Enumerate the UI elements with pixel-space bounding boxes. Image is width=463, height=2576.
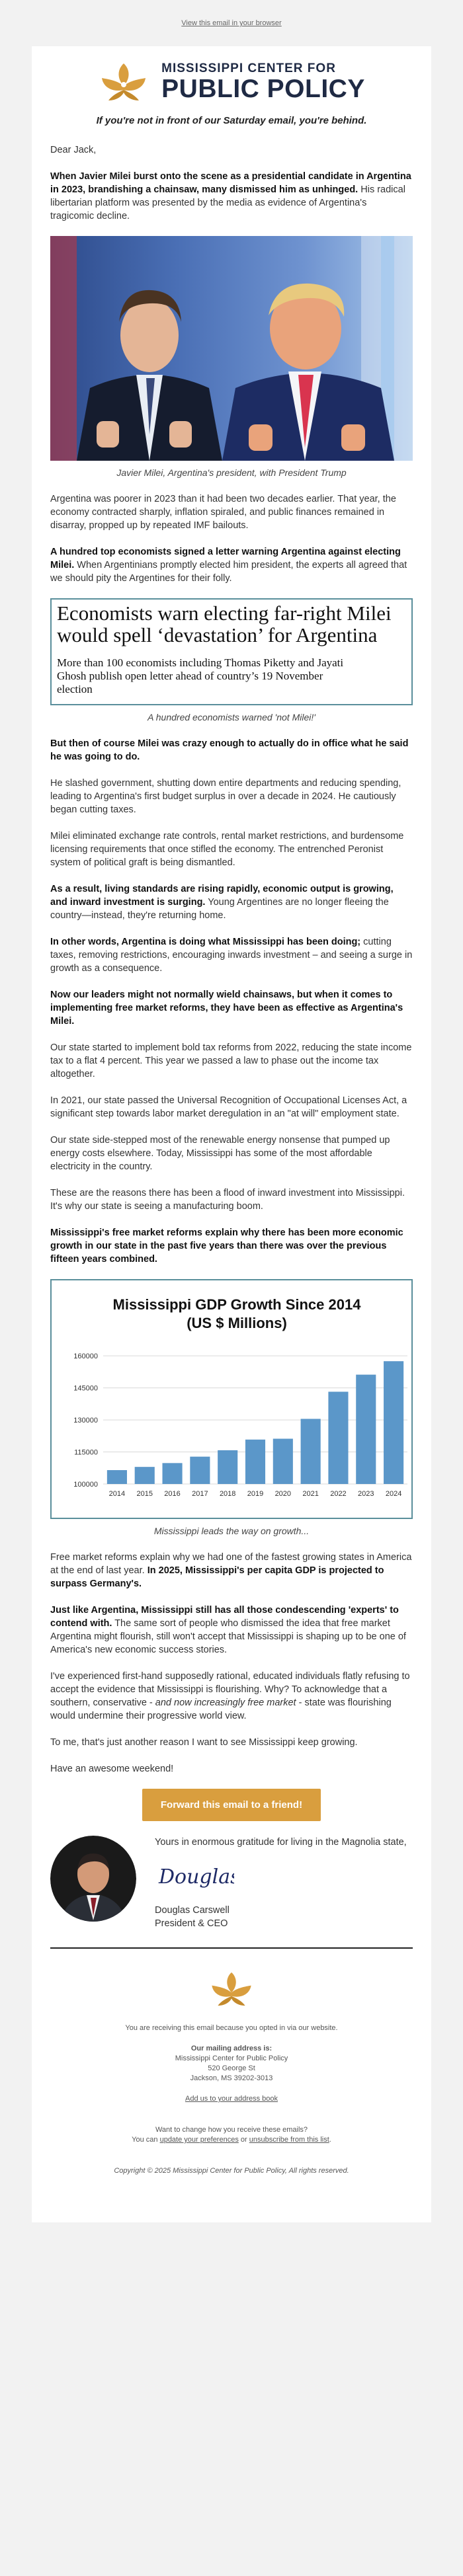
paragraph: Have an awesome weekend! bbox=[50, 1764, 174, 1774]
chart-y-tick-label: 100000 bbox=[73, 1481, 98, 1489]
footer-street: 520 George St bbox=[208, 2064, 255, 2072]
chart-caption: Mississippi leads the way on growth... bbox=[153, 1526, 310, 1536]
footer-mailing-label: Our mailing address is: bbox=[190, 2045, 273, 2052]
view-in-browser-link[interactable]: View this email in your browser bbox=[181, 19, 282, 27]
chart-y-tick-label: 115000 bbox=[74, 1448, 98, 1457]
chart-bar-2014 bbox=[107, 1470, 127, 1484]
paragraph-text: I've experienced first-hand supposedly rational, educated individuals flatly refusing to accept the evidence that Mississippi is flourishing. Why? To acknowledge that a southern, conservative - bbox=[50, 1671, 410, 1708]
paragraph-text: - state was flourishing would undermine their progressive world view. bbox=[50, 1698, 392, 1721]
footer-change-question: Want to change how you receive these emails? bbox=[155, 2126, 308, 2134]
paragraph-text: Young Argentines are no longer fleeing the country—instead, they're returning home. bbox=[50, 897, 389, 921]
clipping-headline: Economists warn electing far-right Milei would spell ‘devastation’ for Argentina bbox=[57, 602, 392, 646]
paragraph bbox=[50, 882, 413, 922]
chart-x-tick-label: 2019 bbox=[247, 1490, 264, 1498]
logo-line2: PUBLIC POLICY bbox=[161, 75, 365, 103]
paragraph bbox=[50, 1551, 413, 1590]
paragraph: Milei eliminated exchange rate controls, rental market restrictions, and burdensome licensing requirements that once stifled the economy. The entrenched Peronist system of political graft is being dismantled. bbox=[50, 831, 404, 868]
greeting: Dear Jack, bbox=[50, 145, 97, 155]
footer-city: Jackson, MS 39202-3013 bbox=[190, 2074, 273, 2082]
footer bbox=[50, 1949, 413, 2203]
paragraph: In 2021, our state passed the Universal Recognition of Occupational Licenses Act, a significant step towards labor market deregulation in an "at will" employment state. bbox=[50, 1095, 407, 1119]
footer-magnolia-icon bbox=[208, 1969, 255, 2010]
signature-text bbox=[155, 1836, 407, 1930]
chart-bar-2018 bbox=[218, 1450, 237, 1484]
chart-x-tick-label: 2016 bbox=[164, 1490, 181, 1498]
chart-bar-2016 bbox=[162, 1463, 182, 1484]
paragraph: These are the reasons there has been a flood of inward investment into Mississippi. It's why our state is seeing a manufacturing boom. bbox=[50, 1188, 405, 1212]
paragraph: To me, that's just another reason I want to see Mississippi keep growing. bbox=[50, 1737, 358, 1748]
footer-opted-in: You are receiving this email because you opted in via our website. bbox=[125, 2024, 338, 2032]
chart-title: Mississippi GDP Growth Since 2014 bbox=[112, 1296, 361, 1313]
milei-trump-photo bbox=[50, 236, 413, 461]
paragraph-text: Free market reforms explain why we had one of the fastest growing states in America at the end of last year. bbox=[50, 1552, 412, 1576]
paragraph bbox=[50, 988, 413, 1028]
signature-title: President & CEO bbox=[155, 1918, 228, 1929]
chart-bar-2017 bbox=[190, 1457, 210, 1484]
chart-x-tick-label: 2018 bbox=[219, 1490, 236, 1498]
chart-x-tick-label: 2021 bbox=[302, 1490, 319, 1498]
clipping-caption: A hundred economists warned 'not Milei!' bbox=[147, 712, 316, 722]
gdp-chart bbox=[50, 1279, 413, 1519]
footer-change-line: You can update your preferences or unsubscribe from this list. bbox=[132, 2136, 331, 2144]
chart-x-tick-label: 2017 bbox=[192, 1490, 208, 1498]
chart-subtitle: (US $ Millions) bbox=[187, 1315, 287, 1331]
chart-x-tick-label: 2015 bbox=[136, 1490, 153, 1498]
chart-bar-2020 bbox=[273, 1439, 293, 1484]
chart-bars bbox=[107, 1361, 403, 1484]
unsubscribe-link[interactable]: unsubscribe from this list bbox=[249, 2136, 329, 2144]
chart-x-labels bbox=[109, 1490, 402, 1498]
paragraph: He slashed government, shutting down entire departments and reducing spending, leading to Argentina's first budget surplus in over a decade in 2024. He cautiously began cutting taxes. bbox=[50, 778, 401, 815]
chart-bar-2021 bbox=[301, 1419, 321, 1484]
paragraph bbox=[50, 545, 413, 585]
paragraph-bold: Now our leaders might not normally wield chainsaws, but when it comes to implementing free market reforms, they have been as effective as Argentina's Milei. bbox=[50, 990, 403, 1027]
paragraph-text: cutting taxes, removing restrictions, encouraging inwards investment – and seeing a surge in growth as a consequence. bbox=[50, 937, 413, 974]
paragraph-bold: In other words, Argentina is doing what Mississippi has been doing; bbox=[50, 937, 361, 947]
news-headline-clipping bbox=[50, 598, 413, 705]
paragraph bbox=[50, 935, 413, 975]
paragraph-text: When Argentinians promptly elected him president, the experts all agreed that we should pity the Argentines for their folly. bbox=[50, 560, 407, 584]
chart-y-tick-label: 160000 bbox=[73, 1352, 98, 1361]
avatar bbox=[50, 1836, 136, 1922]
chart-x-tick-label: 2024 bbox=[385, 1490, 402, 1498]
paragraph-bold: In 2025, Mississippi's per capita GDP is projected to surpass Germany's. bbox=[50, 1565, 384, 1589]
footer-copyright: Copyright © 2025 Mississippi Center for Public Policy, All rights reserved. bbox=[114, 2167, 349, 2175]
svg-text:Douglas: Douglas bbox=[159, 1865, 234, 1889]
chart-bar-2024 bbox=[384, 1361, 403, 1484]
paragraph-bold: A hundred top economists signed a letter warning Argentina against electing Milei. bbox=[50, 547, 401, 570]
add-address-book-link[interactable]: Add us to your address book bbox=[185, 2095, 278, 2103]
paragraph-italic: and now increasingly free market bbox=[155, 1698, 296, 1708]
signature-block bbox=[50, 1836, 413, 1930]
forward-email-button[interactable]: Forward this email to a friend! bbox=[142, 1789, 321, 1821]
paragraph-bold: When Javier Milei burst onto the scene as a presidential candidate in Argentina in 2023, brandishing a chainsaw, many dismissed him as unhinged. bbox=[50, 171, 411, 195]
chart-bar-2019 bbox=[245, 1440, 265, 1484]
paragraph bbox=[50, 1226, 413, 1266]
clipping-subheadline: More than 100 economists including Thomas Piketty and Jayati Ghosh publish open letter ahead of country’s 19 November election bbox=[57, 656, 344, 695]
paragraph bbox=[50, 170, 413, 223]
chart-bar-2015 bbox=[135, 1467, 155, 1484]
paragraph-text: The same sort of people who dismissed the idea that free market Argentina might flourish, still won't accept that Mississippi is shaping up to be one of America's new economic success stories. bbox=[50, 1618, 406, 1655]
paragraph-bold: Just like Argentina, Mississippi still has all those condescending 'experts' to contend with. bbox=[50, 1605, 399, 1629]
chart-x-tick-label: 2023 bbox=[358, 1490, 374, 1498]
signature-name: Douglas Carswell bbox=[155, 1905, 230, 1916]
paragraph bbox=[50, 737, 413, 763]
paragraph: Argentina was poorer in 2023 than it had been two decades earlier. That year, the economy contracted sharply, inflation spiraled, and public finances remained in disarray, propped up by repeated IMF bailouts. bbox=[50, 494, 396, 531]
chart-y-tick-label: 130000 bbox=[73, 1417, 98, 1425]
tagline: If you're not in front of our Saturday email, you're behind. bbox=[96, 115, 367, 126]
chart-x-tick-label: 2020 bbox=[274, 1490, 292, 1498]
chart-y-tick-label: 145000 bbox=[73, 1384, 98, 1393]
update-preferences-link[interactable]: update your preferences bbox=[159, 2136, 239, 2144]
paragraph: Our state started to implement bold tax reforms from 2022, reducing the state income tax to a flat 4 percent. This year we passed a law to phase out the income tax altogether. bbox=[50, 1042, 412, 1079]
signature-gratitude: Yours in enormous gratitude for living in the Magnolia state, bbox=[155, 1837, 407, 1848]
logo-line1: MISSISSIPPI CENTER FOR bbox=[161, 61, 336, 75]
paragraph-bold: But then of course Milei was crazy enough to actually do in office what he said he was going to do. bbox=[50, 738, 409, 762]
email-card bbox=[32, 46, 431, 2222]
chart-bar-2022 bbox=[328, 1391, 348, 1484]
paragraph: Our state side-stepped most of the renewable energy nonsense that pumped up energy costs elsewhere. Today, Mississippi has some of the most affordable electricity in the country. bbox=[50, 1135, 390, 1172]
footer-org: Mississippi Center for Public Policy bbox=[175, 2054, 288, 2062]
paragraph bbox=[50, 1604, 413, 1657]
paragraph-bold: As a result, living standards are rising rapidly, economic output is growing, and inward investment is surging. bbox=[50, 884, 394, 908]
chart-x-tick-label: 2022 bbox=[330, 1490, 347, 1498]
paragraph bbox=[50, 1670, 413, 1723]
header-logo[interactable] bbox=[50, 58, 413, 115]
chart-x-tick-label: 2014 bbox=[108, 1490, 126, 1498]
logo-wordmark bbox=[161, 61, 365, 102]
paragraph-bold: Mississippi's free market reforms explain why there has been more economic growth in our state in the past five years than there was over the previous fifteen years combined. bbox=[50, 1228, 403, 1265]
magnolia-logo-icon bbox=[98, 59, 149, 104]
cta-wrapper bbox=[50, 1789, 413, 1821]
chart-bar-2023 bbox=[356, 1375, 376, 1484]
handwritten-signature bbox=[155, 1859, 234, 1894]
gdp-bar-chart bbox=[57, 1286, 417, 1510]
photo-caption: Javier Milei, Argentina's president, with President Trump bbox=[116, 467, 347, 478]
paragraph-text: His radical libertarian platform was presented by the media as evidence of Argentina's tragicomic decline. bbox=[50, 184, 405, 221]
